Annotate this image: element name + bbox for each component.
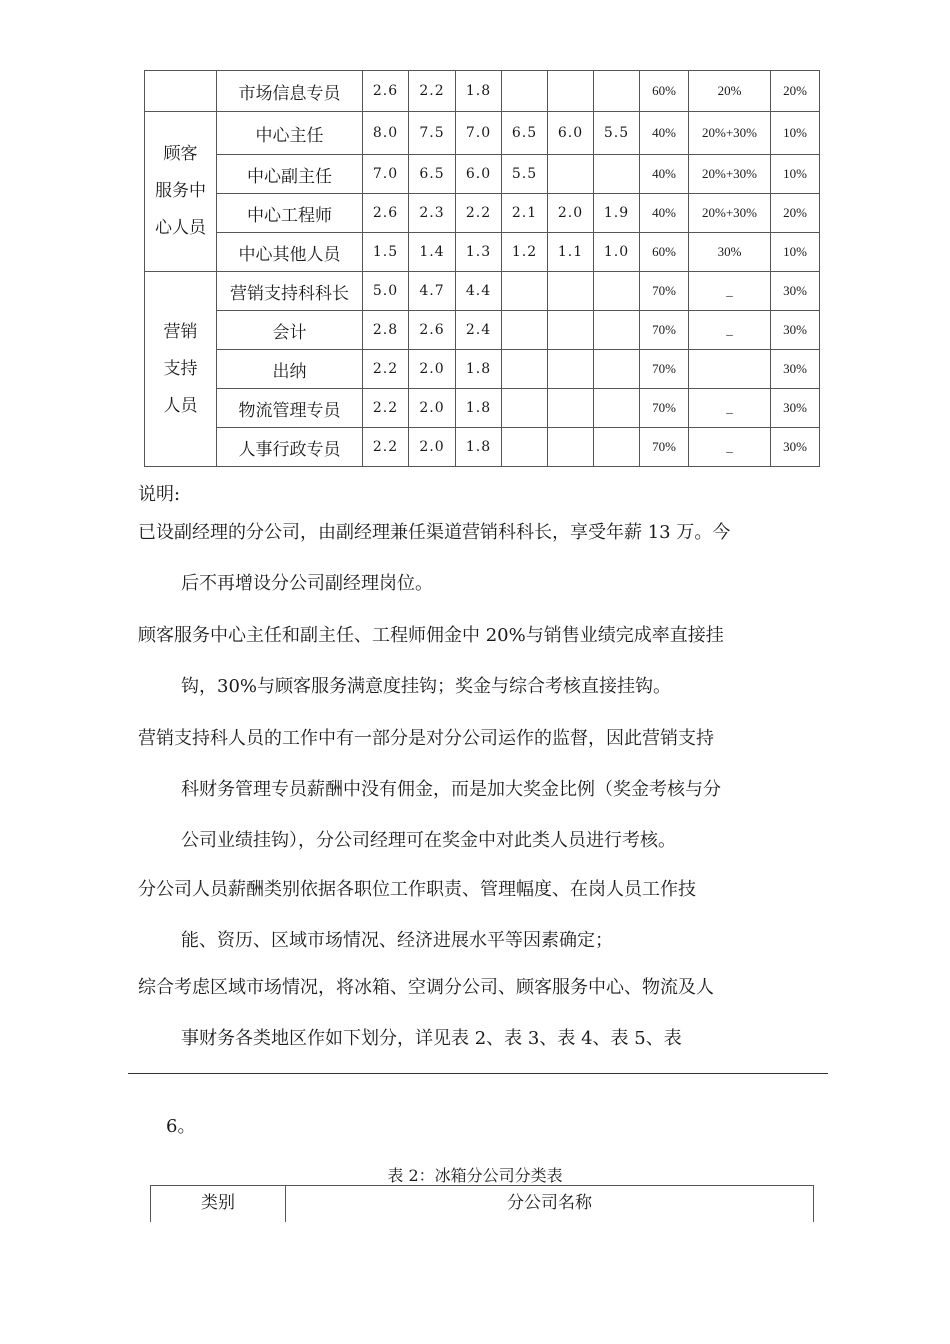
grade-cell: 6.0 — [456, 155, 502, 194]
notes-title: 说明: — [138, 484, 181, 505]
table2-header-branch-name: 分公司名称 — [286, 1186, 814, 1223]
note-line: 营销支持科人员的工作中有一部分是对分公司运作的监督，因此营销支持 — [138, 728, 714, 749]
ratio-cell: 70% — [640, 389, 689, 428]
grade-cell — [548, 311, 594, 350]
ratio-cell: _ — [689, 389, 771, 428]
grade-cell: 2.6 — [409, 311, 456, 350]
ratio-cell: 60% — [640, 233, 689, 272]
grade-cell: 5.0 — [363, 272, 409, 311]
grade-cell: 6.5 — [409, 155, 456, 194]
ratio-cell: 30% — [771, 311, 820, 350]
grade-cell — [594, 272, 640, 311]
note-line: 顾客服务中心主任和副主任、工程师佣金中 20%与销售业绩完成率直接挂 — [138, 625, 724, 646]
grade-cell — [502, 71, 548, 112]
role-cell: 会计 — [217, 311, 363, 350]
ratio-cell: 20%+30% — [689, 112, 771, 155]
category-cell — [145, 71, 217, 112]
grade-cell: 1.2 — [502, 233, 548, 272]
grade-cell: 2.4 — [456, 311, 502, 350]
grade-cell — [548, 155, 594, 194]
ratio-cell: _ — [689, 272, 771, 311]
grade-cell — [502, 311, 548, 350]
grade-cell: 2.2 — [409, 71, 456, 112]
note-line: 公司业绩挂钩），分公司经理可在奖金中对此类人员进行考核。 — [181, 830, 676, 851]
ratio-cell: 60% — [640, 71, 689, 112]
grade-cell: 1.4 — [409, 233, 456, 272]
grade-cell: 2.0 — [548, 194, 594, 233]
role-cell: 营销支持科科长 — [217, 272, 363, 311]
grade-cell — [548, 389, 594, 428]
note-line: 能、资历、区域市场情况、经济进展水平等因素确定； — [181, 930, 613, 951]
ratio-cell: _ — [689, 428, 771, 467]
ratio-cell: 30% — [771, 428, 820, 467]
grade-cell: 1.8 — [456, 71, 502, 112]
grade-cell: 2.2 — [456, 194, 502, 233]
grade-cell: 4.7 — [409, 272, 456, 311]
ratio-cell: 10% — [771, 155, 820, 194]
table-row — [145, 155, 820, 194]
grade-cell: 1.8 — [456, 389, 502, 428]
grade-cell — [548, 272, 594, 311]
grade-cell — [548, 428, 594, 467]
note-line: 分公司人员薪酬类别依据各职位工作职责、管理幅度、在岗人员工作技 — [138, 879, 696, 900]
ratio-cell: 20% — [771, 71, 820, 112]
grade-cell: 8.0 — [363, 112, 409, 155]
note-line: 事财务各类地区作如下划分，详见表 2、表 3、表 4、表 5、表 — [181, 1028, 682, 1049]
grade-cell: 2.6 — [363, 194, 409, 233]
grade-cell: 6.0 — [548, 112, 594, 155]
table2-header-row — [151, 1186, 814, 1223]
grade-cell: 2.0 — [409, 428, 456, 467]
note-line: 后不再增设分公司副经理岗位。 — [181, 573, 433, 594]
grade-cell: 1.5 — [363, 233, 409, 272]
grade-cell: 7.5 — [409, 112, 456, 155]
grade-cell: 2.0 — [409, 350, 456, 389]
table-row — [145, 350, 820, 389]
ratio-cell: 10% — [771, 112, 820, 155]
table-row — [145, 272, 820, 311]
ratio-cell: 70% — [640, 311, 689, 350]
ratio-cell: 20%+30% — [689, 155, 771, 194]
grade-cell: 1.1 — [548, 233, 594, 272]
grade-cell: 7.0 — [363, 155, 409, 194]
grade-cell: 5.5 — [502, 155, 548, 194]
refrigerator-branch-table — [150, 1185, 814, 1222]
ratio-cell: 70% — [640, 428, 689, 467]
role-cell: 中心主任 — [217, 112, 363, 155]
grade-cell: 1.0 — [594, 233, 640, 272]
ratio-cell: 30% — [771, 389, 820, 428]
grade-cell — [594, 71, 640, 112]
grade-cell: 6.5 — [502, 112, 548, 155]
table-row — [145, 194, 820, 233]
grade-cell — [594, 389, 640, 428]
ratio-cell: 30% — [771, 272, 820, 311]
table2-header-category: 类别 — [151, 1186, 286, 1223]
role-cell: 中心工程师 — [217, 194, 363, 233]
grade-cell — [594, 155, 640, 194]
ratio-cell: 30% — [689, 233, 771, 272]
table-row — [145, 428, 820, 467]
role-cell: 人事行政专员 — [217, 428, 363, 467]
table-row — [145, 112, 820, 155]
grade-cell: 5.5 — [594, 112, 640, 155]
category-line: 人员 — [163, 395, 198, 416]
grade-cell — [594, 428, 640, 467]
grade-cell: 2.3 — [409, 194, 456, 233]
page-divider — [128, 1073, 828, 1074]
ratio-cell: 10% — [771, 233, 820, 272]
note-paragraph — [138, 713, 838, 866]
grade-cell — [594, 350, 640, 389]
role-cell: 中心副主任 — [217, 155, 363, 194]
ratio-cell: 20% — [689, 71, 771, 112]
ratio-cell: 20% — [771, 194, 820, 233]
role-cell: 物流管理专员 — [217, 389, 363, 428]
grade-cell: 2.6 — [363, 71, 409, 112]
grade-cell — [502, 350, 548, 389]
grade-cell: 1.8 — [456, 350, 502, 389]
ratio-cell — [689, 350, 771, 389]
role-cell: 中心其他人员 — [217, 233, 363, 272]
ratio-cell: 70% — [640, 272, 689, 311]
grade-cell: 1.8 — [456, 428, 502, 467]
note-paragraph — [138, 610, 838, 712]
grade-cell: 1.3 — [456, 233, 502, 272]
grade-cell — [548, 350, 594, 389]
category-line: 营销 — [163, 321, 198, 342]
grade-cell: 2.1 — [502, 194, 548, 233]
category-line: 服务中 — [155, 181, 206, 201]
grade-cell — [502, 389, 548, 428]
ratio-cell: 40% — [640, 112, 689, 155]
category-cell — [145, 272, 217, 467]
ratio-cell: 40% — [640, 194, 689, 233]
grade-cell — [594, 311, 640, 350]
ratio-cell: 70% — [640, 350, 689, 389]
table2-caption: 表 2：冰箱分公司分类表 — [387, 1166, 563, 1185]
grade-cell — [548, 71, 594, 112]
grade-cell: 1.9 — [594, 194, 640, 233]
ratio-cell: 40% — [640, 155, 689, 194]
note-continuation: 6。 — [166, 1116, 196, 1137]
note-line: 钩，30%与顾客服务满意度挂钩；奖金与综合考核直接挂钩。 — [181, 676, 672, 697]
category-line: 顾客 — [163, 144, 198, 164]
category-cell — [145, 112, 217, 272]
category-line: 支持 — [163, 358, 198, 379]
table-row — [145, 71, 820, 112]
grade-cell: 4.4 — [456, 272, 502, 311]
grade-cell: 2.2 — [363, 428, 409, 467]
grade-cell — [502, 428, 548, 467]
note-line: 综合考虑区域市场情况，将冰箱、空调分公司、顾客服务中心、物流及人 — [138, 977, 714, 998]
grade-cell: 2.0 — [409, 389, 456, 428]
note-paragraph — [138, 864, 838, 966]
category-line: 心人员 — [155, 218, 206, 238]
salary-structure-table — [144, 70, 820, 467]
ratio-cell: _ — [689, 311, 771, 350]
ratio-cell: 20%+30% — [689, 194, 771, 233]
grade-cell: 2.2 — [363, 389, 409, 428]
grade-cell: 2.2 — [363, 350, 409, 389]
note-paragraph — [138, 962, 838, 1064]
note-paragraph — [138, 507, 838, 609]
note-line: 已设副经理的分公司，由副经理兼任渠道营销科科长，享受年薪 13 万。今 — [138, 522, 731, 543]
role-cell: 市场信息专员 — [217, 71, 363, 112]
note-line: 科财务管理专员薪酬中没有佣金，而是加大奖金比例（奖金考核与分 — [181, 779, 721, 800]
ratio-cell: 30% — [771, 350, 820, 389]
grade-cell: 7.0 — [456, 112, 502, 155]
table-row — [145, 233, 820, 272]
grade-cell — [502, 272, 548, 311]
role-cell: 出纳 — [217, 350, 363, 389]
table-row — [145, 311, 820, 350]
grade-cell: 2.8 — [363, 311, 409, 350]
table-row — [145, 389, 820, 428]
